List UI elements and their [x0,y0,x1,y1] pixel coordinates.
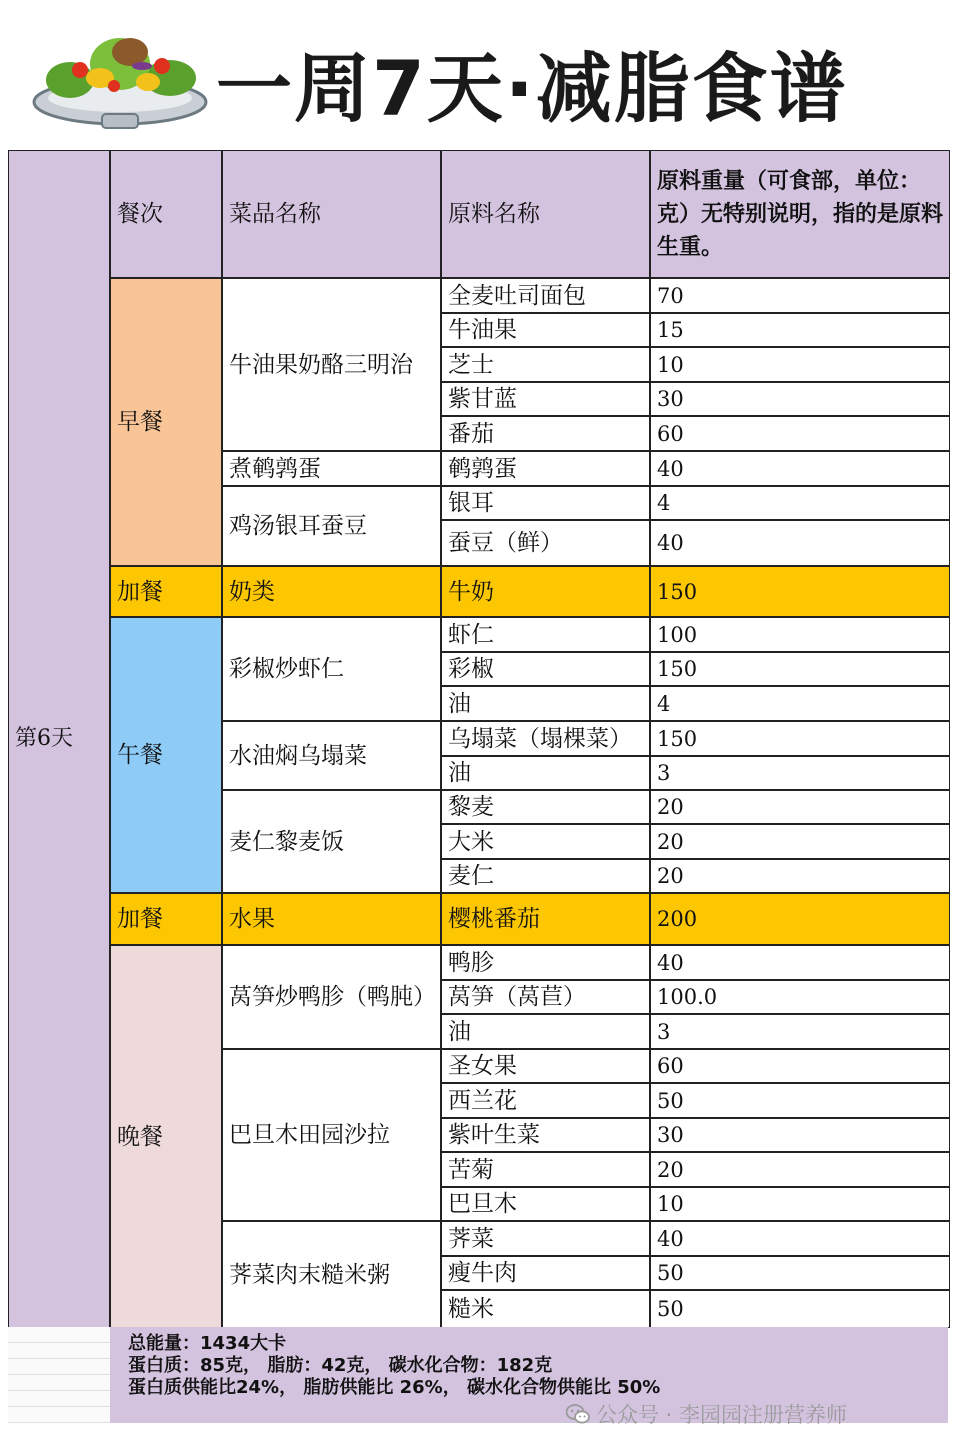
summary-energy: 总能量：1434大卡 [128,1333,287,1354]
ingredient-name: 莴笋（莴苣） [448,984,586,1010]
meal-dinner [110,945,222,1328]
weight-cell [650,1118,950,1152]
weight-cell [650,1049,950,1083]
ingredient-weight: 20 [657,795,684,819]
dish-name: 麦仁黎麦饭 [229,828,344,855]
ingredient-cell [441,1221,650,1256]
weight-cell [650,416,950,451]
weight-cell [650,859,950,893]
ingredient-name: 乌塌菜（塌棵菜） [448,725,632,752]
weight-cell [650,1187,950,1221]
ingredient-name: 银耳 [448,490,494,516]
dish-cell [222,451,441,486]
dish-cell [222,1221,441,1328]
ingredient-name: 黎麦 [448,794,494,820]
weight-cell [650,278,950,313]
ingredient-weight: 200 [657,907,698,931]
ingredient-cell [441,859,650,893]
ingredient-name: 芝士 [448,351,494,378]
ingredient-name: 油 [448,760,471,786]
weight-cell [650,1290,950,1328]
ingredient-cell [441,1152,650,1187]
dish-cell [222,945,441,1049]
ingredient-name: 紫甘蓝 [448,386,517,412]
ingredient-name: 瘦牛肉 [448,1260,517,1286]
ingredient-weight: 30 [657,387,684,411]
meal-dinner-label: 晚餐 [117,1123,163,1150]
weight-cell [650,1083,950,1118]
ingredient-weight: 50 [657,1261,684,1285]
ingredient-name: 糙米 [448,1296,494,1322]
wechat-icon [566,1403,590,1425]
weight-cell [650,347,950,382]
ingredient-name: 全麦吐司面包 [448,282,586,309]
watermark-text: 公众号 · 李园园注册营养师 [596,1403,848,1427]
header-ingredient [441,150,650,278]
ingredient-name: 鸭胗 [448,949,494,976]
ingredient-weight: 150 [657,726,698,751]
ingredient-weight: 100.0 [657,985,718,1009]
ingredient-name: 苦菊 [448,1156,494,1183]
ingredient-weight: 50 [657,1088,684,1113]
header-meal [110,150,222,278]
dish-name: 水果 [229,906,275,932]
dish-cell [222,1049,441,1221]
ingredient-cell [441,721,650,756]
ingredient-name: 西兰花 [448,1087,517,1114]
dish-cell [222,790,441,893]
weight-cell [650,756,950,790]
header-meal-label: 餐次 [117,201,163,227]
ingredient-cell [441,652,650,686]
ingredient-weight: 40 [657,1226,684,1251]
dish-name: 牛油果奶酪三明治 [229,351,413,378]
ingredient-cell [441,278,650,313]
ingredient-cell [441,382,650,416]
header-weight [650,150,950,278]
weight-cell [650,520,950,566]
dish-cell [222,893,441,945]
weight-cell [650,313,950,347]
weight-cell [650,790,950,824]
ingredient-name: 大米 [448,828,494,855]
ingredient-name: 番茄 [448,420,494,447]
ingredient-name: 麦仁 [448,863,494,889]
meal-snack-2 [110,893,222,945]
ingredient-name: 樱桃番茄 [448,906,540,932]
header-weight-label: 原料重量（可食部，单位：克）无特别说明，指的是原料生重。 [657,167,944,260]
ingredient-name: 牛油果 [448,317,517,343]
ingredient-weight: 150 [657,579,698,604]
weight-cell [650,566,950,617]
meal-lunch [110,617,222,893]
dish-name: 莴笋炒鸭胗（鸭肫） [229,984,436,1010]
meal-breakfast [110,278,222,566]
ingredient-cell [441,486,650,520]
dish-name: 巴旦木田园沙拉 [229,1122,390,1148]
weight-cell [650,980,950,1014]
summary-ratios: 蛋白质供能比24%， 脂肪供能比 26%， 碳水化合物供能比 50% [128,1377,661,1398]
ingredient-weight: 20 [657,864,684,888]
ingredient-name: 彩椒 [448,656,494,682]
day-label: 第6天 [15,726,73,751]
summary-macros: 蛋白质：85克， 脂肪：42克， 碳水化合物：182克 [128,1355,553,1376]
ingredient-name: 鹌鹑蛋 [448,455,517,482]
ingredient-cell [441,1118,650,1152]
summary-spacer [8,1327,110,1423]
ingredient-cell [441,1187,650,1221]
ingredient-weight: 40 [657,456,684,481]
ingredient-weight: 30 [657,1123,684,1147]
ingredient-cell [441,756,650,790]
ingredient-cell [441,451,650,486]
ingredient-cell [441,980,650,1014]
header-dish-label: 菜品名称 [229,201,321,227]
ingredient-weight: 60 [657,421,684,446]
watermark [566,1401,847,1427]
ingredient-name: 荠菜 [448,1225,494,1252]
dish-name: 荠菜肉末糙米粥 [229,1261,390,1288]
day-label-cell [8,150,110,1328]
ingredient-cell [441,617,650,652]
dish-name: 奶类 [229,578,275,605]
dish-name: 水油焖乌塌菜 [229,742,367,769]
weight-cell [650,382,950,416]
ingredient-weight: 40 [657,531,684,555]
ingredient-weight: 20 [657,1157,684,1182]
page-title: 一周7天·减脂食谱 [216,44,848,133]
dish-cell [222,721,441,790]
ingredient-cell [441,313,650,347]
ingredient-cell [441,893,650,945]
ingredient-cell [441,566,650,617]
weight-cell [650,652,950,686]
weight-cell [650,1221,950,1256]
meal-snack-1-label: 加餐 [117,578,163,605]
ingredient-weight: 4 [657,491,671,515]
dish-name: 鸡汤银耳蚕豆 [229,513,367,539]
weight-cell [650,893,950,945]
ingredient-weight: 4 [657,691,671,716]
ingredient-name: 圣女果 [448,1053,517,1079]
weight-cell [650,1256,950,1290]
ingredient-weight: 70 [657,283,684,308]
ingredient-cell [441,347,650,382]
ingredient-cell [441,1049,650,1083]
weight-cell [650,486,950,520]
dish-cell [222,486,441,566]
meal-breakfast-label: 早餐 [117,409,163,435]
ingredient-cell [441,1256,650,1290]
ingredient-weight: 50 [657,1297,684,1321]
ingredient-cell [441,686,650,721]
dish-cell [222,566,441,617]
header-ingredient-label: 原料名称 [448,201,540,227]
ingredient-weight: 60 [657,1054,684,1078]
weight-cell [650,686,950,721]
ingredient-cell [441,945,650,980]
dish-name: 煮鹌鹑蛋 [229,455,321,482]
ingredient-cell [441,416,650,451]
header-dish [222,150,441,278]
meal-lunch-label: 午餐 [117,742,163,768]
ingredient-weight: 3 [657,761,671,785]
weight-cell [650,1152,950,1187]
ingredient-cell [441,1014,650,1049]
weight-cell [650,1014,950,1049]
ingredient-name: 牛奶 [448,578,494,605]
ingredient-name: 油 [448,1018,471,1045]
ingredient-weight: 100 [657,622,698,647]
ingredient-name: 虾仁 [448,621,494,648]
ingredient-cell [441,790,650,824]
weight-cell [650,721,950,756]
ingredient-weight: 10 [657,352,684,377]
ingredient-cell [441,824,650,859]
ingredient-name: 紫叶生菜 [448,1122,540,1148]
ingredient-name: 油 [448,690,471,717]
meal-snack-2-label: 加餐 [117,906,163,932]
ingredient-weight: 15 [657,318,684,342]
ingredient-cell [441,520,650,566]
meal-snack-1 [110,566,222,617]
ingredient-weight: 10 [657,1192,684,1216]
ingredient-weight: 3 [657,1019,671,1044]
weight-cell [650,824,950,859]
ingredient-name: 巴旦木 [448,1191,517,1217]
ingredient-weight: 40 [657,950,684,975]
dish-cell [222,278,441,451]
ingredient-name: 蚕豆（鲜） [448,530,563,556]
dish-cell [222,617,441,721]
weight-cell [650,945,950,980]
ingredient-weight: 20 [657,829,684,854]
ingredient-weight: 150 [657,657,698,681]
ingredient-cell [441,1083,650,1118]
weight-cell [650,617,950,652]
dish-name: 彩椒炒虾仁 [229,656,344,682]
weight-cell [650,451,950,486]
ingredient-cell [441,1290,650,1328]
